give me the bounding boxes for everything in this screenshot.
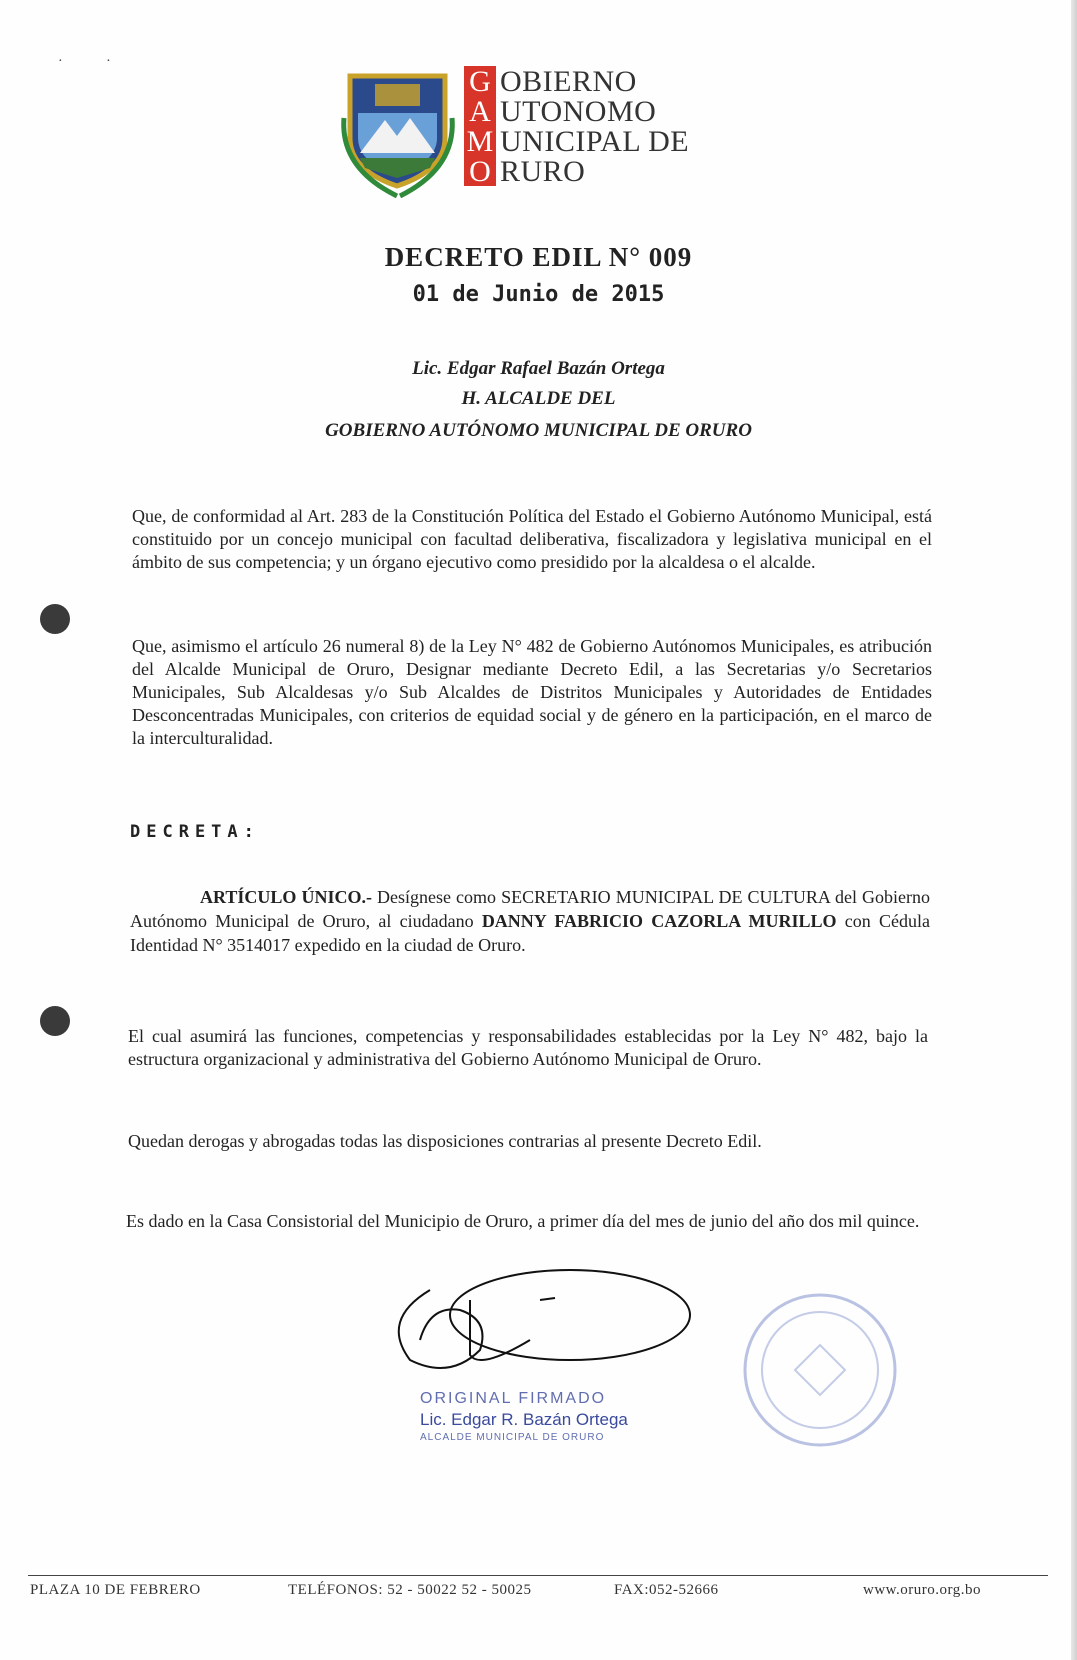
word-autonomo: UTONOMO bbox=[500, 95, 657, 128]
initial-m: M bbox=[466, 125, 494, 158]
word-municipal: UNICIPAL DE bbox=[500, 125, 690, 158]
stamp-title: ALCALDE MUNICIPAL DE ORURO bbox=[420, 1432, 605, 1443]
article-appointee-name: DANNY FABRICIO CAZORLA MURILLO bbox=[481, 911, 837, 931]
municipal-seal-icon bbox=[740, 1290, 900, 1450]
article-unico bbox=[130, 885, 930, 957]
coat-of-arms-icon bbox=[340, 58, 460, 198]
paragraph-considerando-1: Que, de conformidad al Art. 283 de la Constitución Política del Estado el Gobierno Autónomo Municipal, está constituido por un concejo municipal con facultad deliberativa, fiscalizadora y legislativa municipal en el ámbito de sus competencia; y un órgano ejecutivo como presidido por la alcaldesa o el alcalde. bbox=[132, 506, 932, 572]
paragraph-functions: El cual asumirá las funciones, competencias y responsabilidades establecidas por la Ley N° 482, bajo la estructura organizacional y administrativa del Gobierno Autónomo Municipal de Oruro. bbox=[128, 1026, 928, 1069]
punch-hole-top bbox=[40, 604, 70, 634]
footer-website[interactable]: www.oruro.org.bo bbox=[863, 1582, 981, 1598]
decree-title: DECRETO EDIL N° 009 bbox=[384, 242, 693, 272]
gamo-wordmark bbox=[500, 66, 689, 186]
signature-stamp bbox=[420, 1390, 628, 1443]
handwritten-signature bbox=[370, 1260, 700, 1380]
mayor-role: H. ALCALDE DEL bbox=[461, 388, 616, 409]
paragraph-closing: Es dado en la Casa Consistorial del Municipio de Oruro, a primer día del mes de junio del año dos mil quince. bbox=[126, 1211, 920, 1231]
article-text-1: Desígnese como SECRETARIO MUNICIPAL DE CULTURA del Gobierno Autónomo Municipal de Oruro, al ciudadano bbox=[130, 887, 930, 931]
footer-address: PLAZA 10 DE FEBRERO bbox=[30, 1582, 201, 1598]
paragraph-derogation: Quedan derogas y abrogadas todas las disposiciones contrarias al presente Decreto Edil. bbox=[128, 1131, 762, 1151]
stamp-original: ORIGINAL FIRMADO bbox=[420, 1390, 607, 1407]
article-label: ARTÍCULO ÚNICO.- bbox=[200, 887, 372, 907]
word-oruro: RURO bbox=[500, 155, 586, 188]
initial-o: O bbox=[469, 155, 491, 188]
mayor-institution: GOBIERNO AUTÓNOMO MUNICIPAL DE ORURO bbox=[325, 420, 752, 441]
stamp-name: Lic. Edgar R. Bazán Ortega bbox=[420, 1410, 628, 1429]
decree-date: 01 de Junio de 2015 bbox=[412, 282, 665, 307]
footer-divider bbox=[28, 1575, 1048, 1576]
article-text-2: con Cédula Identidad N° 3514017 expedido en la ciudad de Oruro. bbox=[130, 911, 930, 955]
mayor-name: Lic. Edgar Rafael Bazán Ortega bbox=[412, 358, 665, 379]
paragraph-considerando-2: Que, asimismo el artículo 26 numeral 8) de la Ley N° 482 de Gobierno Autónomos Municipales, es atribución del Alcalde Municipal de Oruro, Designar mediante Decreto Edil, a las Secretarias y/o Secretarios Municipales, Sub Alcaldesas y/o Sub Alcaldes de Distritos Municipales y Autoridades de Entidades Desconcentradas Municipales, con criterios de equidad social y de género en la participación, en el marco de la interculturalidad. bbox=[132, 636, 932, 748]
footer-phones: TELÉFONOS: 52 - 50022 52 - 50025 bbox=[288, 1582, 532, 1598]
scan-specks: · · bbox=[58, 54, 131, 69]
footer-fax: FAX:052-52666 bbox=[614, 1582, 719, 1598]
gamo-initials bbox=[464, 66, 496, 186]
word-gobierno: OBIERNO bbox=[500, 65, 637, 98]
initial-a: A bbox=[469, 95, 491, 128]
gamo-logo bbox=[340, 58, 720, 198]
decreta-heading: DECRETA: bbox=[130, 822, 260, 842]
initial-g: G bbox=[469, 65, 491, 98]
punch-hole-bottom bbox=[40, 1006, 70, 1036]
